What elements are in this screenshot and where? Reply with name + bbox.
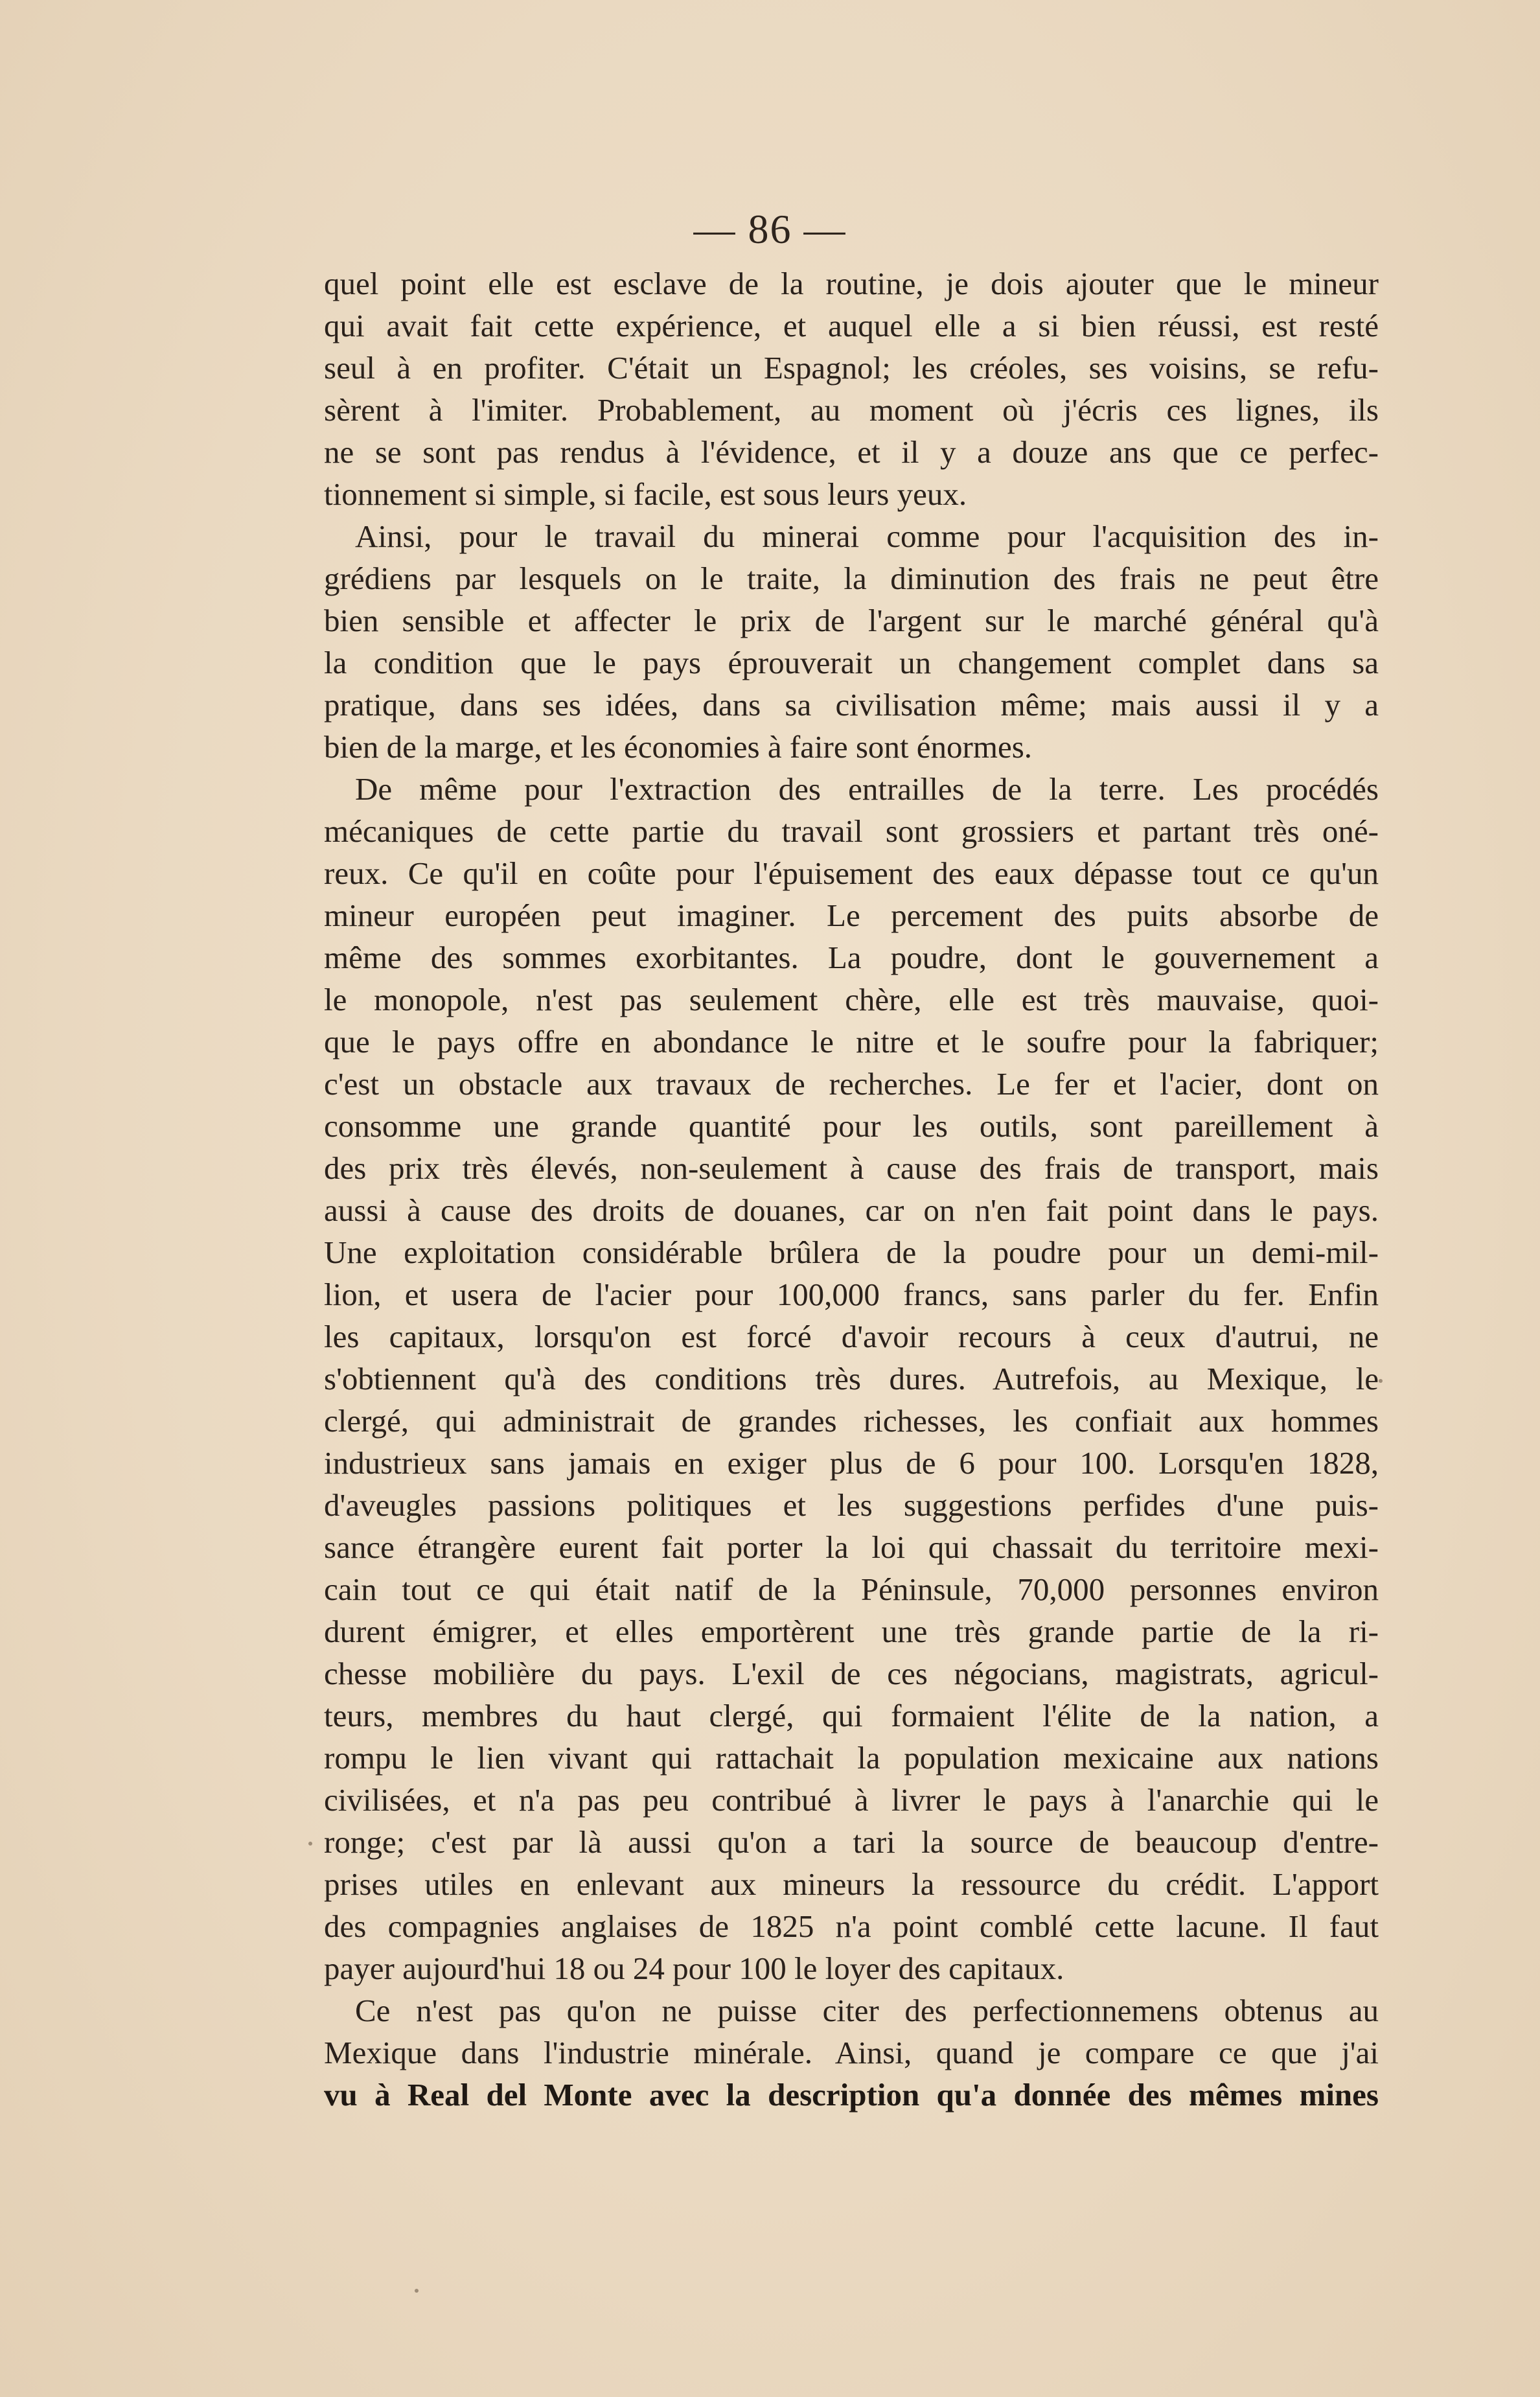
text-line: prises utiles en enlevant aux mineurs la ressource du crédit. L'apport	[324, 1866, 1379, 1902]
text-line: industrieux sans jamais en exiger plus de 6 pour 100. Lorsqu'en 1828,	[324, 1445, 1379, 1481]
text-line: quel point elle est esclave de la routine, je dois ajouter que le mineur	[324, 266, 1379, 301]
paper-speck	[1379, 1379, 1383, 1383]
text-line: Ainsi, pour le travail du minerai comme pour l'acquisition des in-	[355, 518, 1379, 554]
text-line: aussi à cause des droits de douanes, car on n'en fait point dans le pays.	[324, 1192, 1379, 1228]
text-line: rompu le lien vivant qui rattachait la population mexicaine aux nations	[324, 1740, 1379, 1776]
body-text	[324, 262, 1379, 2116]
paper-speck	[308, 1842, 312, 1846]
text-line: Ce n'est pas qu'on ne puisse citer des perfectionnemens obtenus au	[355, 1993, 1379, 2028]
text-line: lion, et usera de l'acier pour 100,000 francs, sans parler du fer. Enfin	[324, 1277, 1379, 1312]
paper-speck	[415, 2289, 419, 2293]
text-line: grédiens par lesquels on le traite, la diminution des frais ne peut être	[324, 561, 1379, 596]
text-line: bien de la marge, et les économies à faire sont énormes.	[324, 729, 1033, 765]
text-line: teurs, membres du haut clergé, qui formaient l'élite de la nation, a	[324, 1698, 1379, 1733]
text-line: même des sommes exorbitantes. La poudre, dont le gouvernement a	[324, 940, 1379, 975]
text-line: s'obtiennent qu'à des conditions très dures. Autrefois, au Mexique, le	[324, 1361, 1379, 1396]
text-line: des compagnies anglaises de 1825 n'a point comblé cette lacune. Il faut	[324, 1908, 1379, 1944]
text-line: c'est un obstacle aux travaux de recherches. Le fer et l'acier, dont on	[324, 1066, 1379, 1102]
text-line: tionnement si simple, si facile, est sous leurs yeux.	[324, 476, 967, 512]
text-line: sance étrangère eurent fait porter la loi qui chassait du territoire mexi-	[324, 1529, 1379, 1565]
text-line: durent émigrer, et elles emportèrent une très grande partie de la ri-	[324, 1614, 1379, 1649]
text-line: payer aujourd'hui 18 ou 24 pour 100 le loyer des capitaux.	[324, 1951, 1064, 1986]
text-line: clergé, qui administrait de grandes richesses, les confiait aux hommes	[324, 1403, 1379, 1439]
text-line: pratique, dans ses idées, dans sa civilisation même; mais aussi il y a	[324, 687, 1379, 723]
text-line: civilisées, et n'a pas peu contribué à livrer le pays à l'anarchie qui le	[324, 1782, 1379, 1818]
text-line: le monopole, n'est pas seulement chère, elle est très mauvaise, quoi-	[324, 982, 1379, 1017]
text-line: cain tout ce qui était natif de la Péninsule, 70,000 personnes environ	[324, 1571, 1379, 1607]
text-line: De même pour l'extraction des entrailles de la terre. Les procédés	[355, 771, 1379, 807]
text-line: mécaniques de cette partie du travail sont grossiers et partant très oné-	[324, 813, 1379, 849]
text-line: seul à en profiter. C'était un Espagnol; les créoles, ses voisins, se refu-	[324, 350, 1379, 386]
text-line: reux. Ce qu'il en coûte pour l'épuisement des eaux dépasse tout ce qu'un	[324, 855, 1379, 891]
text-line: mineur européen peut imaginer. Le percement des puits absorbe de	[324, 897, 1379, 933]
text-line: Une exploitation considérable brûlera de la poudre pour un demi-mil-	[324, 1234, 1379, 1270]
text-line: Mexique dans l'industrie minérale. Ainsi, quand je compare ce que j'ai	[324, 2035, 1379, 2070]
text-line: que le pays offre en abondance le nitre et le soufre pour la fabriquer;	[324, 1024, 1379, 1060]
text-line: chesse mobilière du pays. L'exil de ces négocians, magistrats, agricul-	[324, 1656, 1379, 1691]
text-line: sèrent à l'imiter. Probablement, au moment où j'écris ces lignes, ils	[324, 392, 1379, 428]
text-line: vu à Real del Monte avec la description qu'a donnée des mêmes mines	[324, 2077, 1379, 2113]
text-line: consomme une grande quantité pour les outils, sont pareillement à	[324, 1108, 1379, 1144]
page-number: — 86 —	[693, 206, 847, 252]
text-line: ronge; c'est par là aussi qu'on a tari la source de beaucoup d'entre-	[324, 1824, 1379, 1860]
text-line: des prix très élevés, non-seulement à cause des frais de transport, mais	[324, 1150, 1379, 1186]
text-line: d'aveugles passions politiques et les suggestions perfides d'une puis-	[324, 1487, 1379, 1523]
text-line: ne se sont pas rendus à l'évidence, et il y a douze ans que ce perfec-	[324, 434, 1379, 470]
text-line: la condition que le pays éprouverait un changement complet dans sa	[324, 645, 1379, 680]
text-line: bien sensible et affecter le prix de l'argent sur le marché général qu'à	[324, 603, 1379, 638]
text-line: qui avait fait cette expérience, et auquel elle a si bien réussi, est resté	[324, 308, 1379, 343]
text-line: les capitaux, lorsqu'on est forcé d'avoir recours à ceux d'autrui, ne	[324, 1319, 1379, 1354]
